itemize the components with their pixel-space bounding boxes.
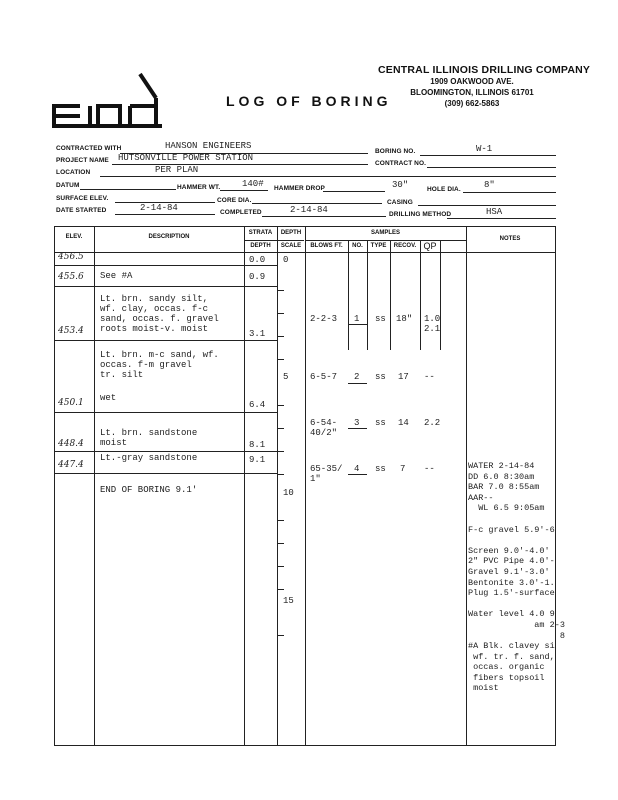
note-line: #A Blk. clavey si [468, 641, 555, 652]
sample-blows: 6-54- 40/2" [310, 418, 338, 438]
hole-dia-value: 8" [484, 180, 495, 190]
scale-label: 10 [283, 488, 294, 498]
header-scale: SCALE [280, 243, 302, 249]
elevation: 450.1 [58, 398, 84, 408]
hammer-wt-label: HAMMER WT. [177, 184, 221, 191]
note-line: WL 6.5 9:05am [468, 503, 545, 514]
strata-depth: 0.0 [249, 255, 266, 265]
header-description: DESCRIPTION [148, 234, 190, 240]
sample-no: 1 [354, 314, 360, 324]
cidco-logo [50, 68, 168, 136]
sample-qp: -- [424, 372, 435, 382]
scale-label: 5 [283, 372, 289, 382]
completed-value: 2-14-84 [290, 205, 328, 215]
note-line: fibers topsoil [468, 672, 545, 683]
page-title: LOG OF BORING [226, 93, 392, 109]
strata-depth: 3.1 [249, 329, 266, 339]
sample-qp: -- [424, 464, 435, 474]
header-elev: ELEV. [65, 234, 83, 240]
header-recov: RECOV. [393, 243, 417, 249]
company-address-line2: BLOOMINGTON, ILLINOIS 61701 [410, 88, 534, 97]
elevation: 456.5 [58, 252, 84, 262]
note-line: 2" PVC Pipe 4.0'- [468, 556, 555, 567]
note-line: Bentonite 3.0'-1. [468, 577, 555, 588]
note-line: Screen 9.0'-4.0' [468, 545, 550, 556]
contracted-with-value: HANSON ENGINEERS [165, 141, 252, 151]
strata-depth: 9.1 [249, 455, 266, 465]
description-cell: Lt. brn. m-c sand, wf. occas. f-m gravel tr. silt [100, 350, 219, 380]
note-line: BAR 7.0 8:55am [468, 482, 540, 493]
sample-no: 2 [354, 372, 360, 382]
hammer-drop-label: HAMMER DROP [274, 185, 325, 192]
note-line: am 2-3 [468, 619, 565, 630]
note-line: Gravel 9.1'-3.0' [468, 566, 550, 577]
note-line [468, 599, 554, 610]
hole-dia-label: HOLE DIA. [427, 186, 461, 193]
core-dia-label: CORE DIA. [217, 197, 252, 204]
elevation: 447.4 [58, 460, 84, 470]
header-strata: STRATA [248, 230, 273, 236]
boring-no-value: W-1 [476, 144, 493, 154]
sample-no: 4 [354, 464, 360, 474]
drilling-method-value: HSA [486, 207, 503, 217]
sample-recov: 14 [398, 418, 409, 428]
description-cell: Lt.-gray sandstone [100, 453, 198, 463]
hammer-drop-value: 30" [392, 180, 409, 190]
sample-blows: 2-2-3 [310, 314, 338, 324]
sample-no: 3 [354, 418, 360, 428]
description-cell: END OF BORING 9.1' [100, 485, 198, 495]
sample-blows: 65-35/ 1" [310, 464, 343, 484]
datum-label: DATUM [56, 182, 80, 189]
note-line: DD 6.0 8:30am [468, 471, 535, 482]
elevation: 453.4 [58, 326, 84, 336]
strata-depth: 8.1 [249, 440, 266, 450]
note-line: F-c gravel 5.9'-6 [468, 524, 555, 535]
company-address-line1: 1909 OAKWOOD AVE. [430, 77, 514, 86]
note-line [468, 535, 554, 546]
note-line: 8 [468, 630, 565, 641]
header-depth: DEPTH [280, 230, 302, 236]
note-line: wf. tr. f. sand, [468, 651, 555, 662]
strata-depth: 0.9 [249, 272, 266, 282]
note-line: WATER 2-14-84 [468, 461, 535, 471]
sample-type: ss [375, 314, 386, 324]
sample-recov: 17 [398, 372, 409, 382]
project-name-value: HUTSONVILLE POWER STATION [118, 153, 254, 163]
hammer-wt-value: 140# [242, 179, 264, 189]
strata-depth: 6.4 [249, 400, 266, 410]
elevation: 455.6 [58, 272, 84, 282]
note-line: Plug 1.5'-surface [468, 588, 555, 599]
project-name-label: PROJECT NAME [56, 157, 109, 164]
description-cell: wet [100, 393, 117, 403]
elevation: 448.4 [58, 439, 84, 449]
header-samples: SAMPLES [370, 230, 400, 236]
note-line: Water level 4.0 9 [468, 609, 555, 620]
description-cell: Lt. brn. sandy silt, wf. clay, occas. f-c sand, occas. f. gravel roots moist-v. moist [100, 294, 219, 334]
date-started-value: 2-14-84 [140, 203, 178, 213]
date-started-label: DATE STARTED [56, 207, 107, 214]
sample-recov: 18" [396, 314, 413, 324]
company-name: CENTRAL ILLINOIS DRILLING COMPANY [378, 64, 591, 76]
sample-recov: 7 [400, 464, 406, 474]
sample-qp: 1.0 2.1 [424, 314, 441, 334]
location-value: PER PLAN [155, 165, 199, 175]
surface-elev-label: SURFACE ELEV. [56, 195, 109, 202]
note-line: occas. organic [468, 662, 545, 673]
note-line: AAR-- [468, 492, 494, 503]
contracted-with-label: CONTRACTED WITH [56, 145, 122, 152]
casing-label: CASING [387, 199, 413, 206]
header-no: NO. [352, 243, 363, 249]
sample-blows: 6-5-7 [310, 372, 338, 382]
header-type: TYPE [370, 243, 387, 249]
notes-column [468, 461, 565, 741]
header-blows: BLOWS FT. [310, 243, 343, 249]
header-notes: NOTES [499, 236, 521, 242]
note-line [468, 514, 554, 525]
sample-type: ss [375, 418, 386, 428]
sample-type: ss [375, 464, 386, 474]
sample-qp: 2.2 [424, 418, 441, 428]
completed-label: COMPLETED [220, 209, 262, 216]
contract-no-label: CONTRACT NO. [375, 160, 427, 167]
boring-no-label: BORING NO. [375, 148, 416, 155]
note-line: moist [468, 683, 499, 694]
scale-label: 15 [283, 596, 294, 606]
description-cell: Lt. brn. sandstone moist [100, 428, 198, 448]
header-strata-depth: DEPTH [250, 243, 271, 249]
description-cell: See #A [100, 271, 133, 281]
sample-type: ss [375, 372, 386, 382]
scale-label: 0 [283, 255, 289, 265]
drilling-method-label: DRILLING METHOD [389, 211, 452, 218]
company-phone: (309) 662-5863 [444, 99, 500, 108]
location-label: LOCATION [56, 169, 91, 176]
header-qp: QP [423, 241, 437, 251]
